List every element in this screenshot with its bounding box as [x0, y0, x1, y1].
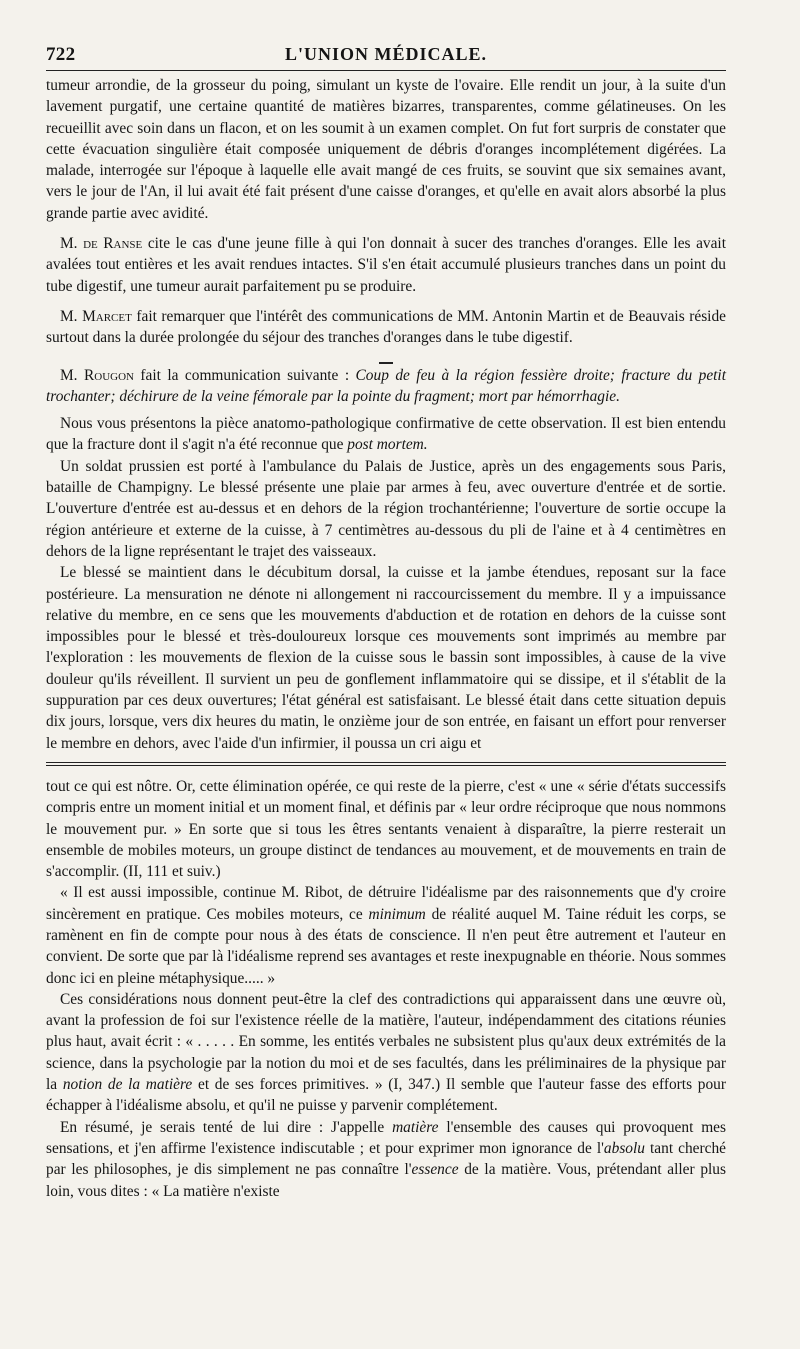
- paragraph-ribot: [46, 882, 726, 988]
- absolu-emphasis: absolu: [603, 1139, 645, 1157]
- paragraph-text: cite le cas d'une jeune fille à qui l'on donnait à sucer des tranches d'oranges. Elle les avait avalées tout entières et les avait rendues intactes. S'il s'en était accumulé plusieurs tranches dans un point du tube digestif, une tumeur aurait parfaitement pu se produire.: [46, 235, 726, 295]
- paragraph-text: « Il est aussi impossible, continue M. Ribot, de détruire l'idéalisme par des raisonnements que d'y croire sincèrement en pratique. Ces mobiles moteurs, ce: [46, 884, 726, 923]
- paragraph-considerations: [46, 989, 726, 1117]
- paragraph-text: de la matière. Vous, prétendant aller plus loin, vous dites : « La matière n'existe: [46, 1161, 726, 1200]
- page: [46, 38, 726, 1202]
- paragraph-text: de réalité auquel M. Taine réduit les corps, se ramènent en fin de compte pour nous à des états de conscience. Il n'en peut être autrement et l'auteur en convient. De sorte que par là l'idéalisme reprend ses avantages et reste inexpugnable en théorie. Nous sommes donc ici en pleine métaphysique..... »: [46, 905, 726, 987]
- paragraph-text: fait la communication suivante :: [133, 366, 356, 384]
- bottom-section: [46, 776, 726, 1202]
- paragraph-piece: [46, 413, 726, 456]
- paragraph-text: fait remarquer que l'intérêt des communications de MM. Antonin Martin et de Beauvais réside surtout dans la durée prolongée du séjour des tranches d'oranges dans le tube digestif.: [46, 307, 726, 347]
- top-section: [46, 75, 726, 754]
- essence-emphasis: essence: [411, 1161, 459, 1179]
- minimum-emphasis: minimum: [368, 905, 426, 923]
- speaker-name-de-ranse: de Ranse: [83, 235, 143, 253]
- communication-title: Coup de feu à la région fessière droite; fracture du petit trochanter; déchirure de la veine fémorale par la pointe du fragment; mort par hémorrhagie.: [46, 366, 726, 405]
- speaker-prefix: M.: [60, 307, 83, 325]
- paragraph-de-ranse: [46, 233, 726, 297]
- paragraph-marcet: [46, 306, 726, 349]
- matiere-emphasis: matière: [392, 1118, 439, 1136]
- speaker-name-rougon: Rougon: [83, 366, 134, 384]
- paragraph-resume: [46, 1117, 726, 1202]
- notion-matiere-emphasis: notion de la matière: [62, 1076, 193, 1094]
- paragraph-pierre: tout ce qui est nôtre. Or, cette élimination opérée, ce qui reste de la pierre, c'est « une « série d'états successifs compris entre un moment initial et un moment final, et définis par « leur ordre réciproque que nous nommons le mouvement pur. » En sorte que si tous les êtres sentants venaient à disparaître, la pierre resterait un ensemble de mobiles moteurs, un groupe distinct de tendances au mouvement, et de mouvements en train de s'accomplir. (II, 111 et suiv.): [46, 777, 726, 881]
- paragraph-text: et de ses forces primitives. » (I, 347.) Il semble que l'auteur fasse des efforts pour échapper à l'idéalisme absolu, et qu'il ne puisse y parvenir complétement.: [46, 1076, 726, 1115]
- section-divider: [46, 762, 726, 766]
- journal-title: L'UNION MÉDICALE.: [284, 44, 488, 64]
- post-mortem-emphasis: post mortem.: [347, 436, 428, 454]
- paragraph-rougon: [46, 365, 726, 408]
- speaker-name-marcet: Marcet: [82, 307, 132, 325]
- paragraph-text: tant cherché par les philosophes, je dis simplement ne pas connaître l': [46, 1139, 726, 1179]
- paragraph-blesse: Le blessé se maintient dans le décubitum dorsal, la cuisse et la jambe étendues, reposant sur la face postérieure. La mensuration ne dénote ni allongement ni raccourcissement du membre. Il y a impuissance relative du membre, en ce sens que les mouvements d'abduction et de rotation en dehors de la cuisse sont impossibles pour le blessé et très-douloureux lorsque ces mouvements sont imprimés au membre par l'exploration : les mouvements de flexion de la cuisse sous le bassin sont impossibles, à cause de la vive douleur qu'ils réveillent. Il survient un peu de gonflement inflammatoire qui se dissipe, et il s'établit de la suppuration par ces deux ouvertures; l'état général est satisfaisant. Le blessé était dans cette situation depuis dix jours, lorsque, vers dix heures du matin, le onzième jour de son entrée, en faisant un effort pour renverser le membre en dehors, avec l'aide d'un infirmier, il poussa un cri aigu et: [46, 564, 726, 752]
- paragraph-soldat: Un soldat prussien est porté à l'ambulance du Palais de Justice, après un des engagements sous Paris, bataille de Champigny. Le blessé présente une plaie par armes à feu, avec ouverture d'entrée et de sortie. L'ouverture d'entrée est au-dessus et en dehors de la région trochantérienne; l'ouverture de sortie occupe la région antérieure et externe de la cuisse, à 7 centimètres au-dessous du pli de l'aine et à 4 centimètres en dehors de la ligne représentant le trajet des vaisseaux.: [46, 457, 726, 560]
- speaker-prefix: M.: [60, 235, 84, 253]
- page-header: [46, 38, 726, 70]
- paragraph-ovary-case: tumeur arrondie, de la grosseur du poing, simulant un kyste de l'ovaire. Elle rendit un jour, à la suite d'un lavement purgatif, une certaine quantité de matières bizarres, transparentes, comme gélatineuses. On les recueillit avec soin dans un flacon, et on les soumit à un examen complet. On fut fort surpris de constater que cette évacuation singulière était composée uniquement de débris d'oranges incomplétement digérées. La malade, interrogée sur l'époque à laquelle elle avait mangé de ces fruits, se souvint que six semaines avant, vers le jour de l'An, il lui avait été fait présent d'une caisse d'oranges, et qu'elle en avait alors absorbé la plus grande partie avec avidité.: [46, 77, 726, 222]
- speaker-prefix: M.: [60, 366, 84, 384]
- paragraph-text: Ces considérations nous donnent peut-être la clef des contradictions qui apparaissent dans une œuvre où, avant la profession de foi sur l'existence réelle de la matière, l'auteur, indépendamment des citations réunies plus haut, avait écrit : « . . . . . En somme, les entités verbales ne subsistent plus qu'aux deux extrémités de la science, dans la psychologie par la notion du moi et de ses facultés, dans les préliminaires de la physique par la: [46, 990, 726, 1094]
- page-number: 722: [46, 44, 76, 65]
- header-rule: [46, 70, 726, 71]
- paragraph-text: Nous vous présentons la pièce anatomo-pathologique confirmative de cette observation. Il est bien entendu que la fracture dont il s'agit n'a été reconnue que: [46, 415, 726, 454]
- paragraph-text: En résumé, je serais tenté de lui dire : J'appelle: [60, 1118, 393, 1136]
- section-separator: [46, 351, 726, 365]
- paragraph-text: l'ensemble des causes qui provoquent mes sensations, et j'en affirme l'existence indiscutable ; et pour exprimer mon ignorance de l': [46, 1118, 726, 1157]
